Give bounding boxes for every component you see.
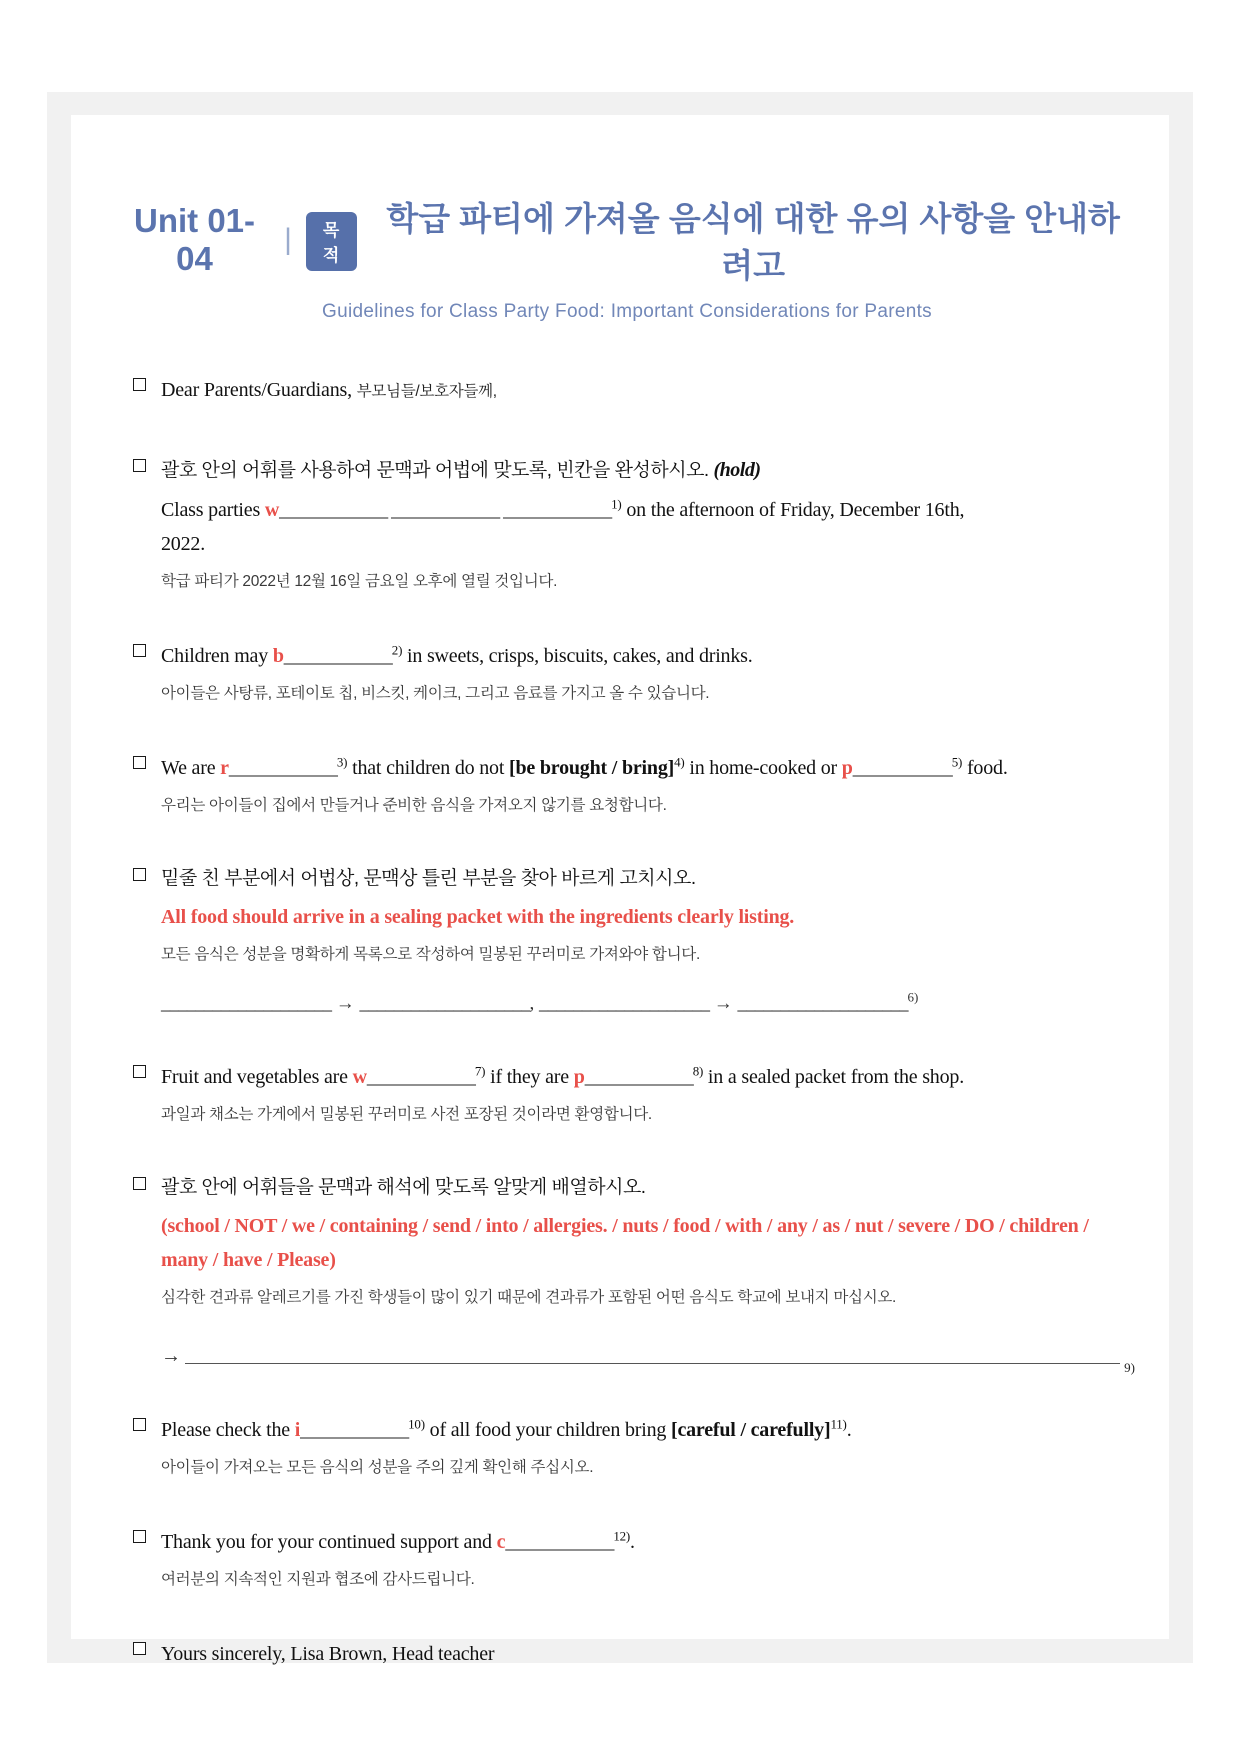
q8-text: Thank you for your continued support and <box>161 1531 497 1553</box>
q4-answer-blank-4: ____________________ <box>737 993 908 1014</box>
checkbox-cell <box>133 454 161 594</box>
q7-choice: [careful / carefully] <box>670 1419 831 1441</box>
q3-text-post: food. <box>962 757 1008 779</box>
purpose-badge: 목적 <box>306 212 357 271</box>
q2-text-post: in sweets, crisps, biscuits, cakes, and drinks. <box>402 645 753 667</box>
q7-blank: ____________ <box>300 1419 409 1441</box>
q5-text-post: in a sealed packet from the shop. <box>703 1066 965 1088</box>
q7-text-mid: of all food your children bring <box>424 1419 671 1441</box>
q2-korean: 아이들은 사탕류, 포테이토 칩, 비스킷, 케이크, 그리고 음료를 가지고 올 수 있습니다. <box>161 685 710 702</box>
q8-red-letter: c <box>496 1531 506 1553</box>
checkbox-icon <box>133 868 146 881</box>
q3-footnote-1: 3) <box>336 754 348 770</box>
q4-answer-line <box>161 989 1135 1015</box>
q2-text: Children may <box>161 645 273 667</box>
q1-blanks: ____________ ____________ ____________ <box>279 499 612 521</box>
checkbox-cell <box>133 1525 161 1592</box>
checkbox-icon <box>133 1642 146 1655</box>
q5-footnote-2: 8) <box>692 1063 704 1079</box>
q7-korean: 아이들이 가져오는 모든 음식의 성분을 주의 깊게 확인해 주십시오. <box>161 1459 594 1476</box>
q8-korean: 여러분의 지속적인 지원과 협조에 감사드립니다. <box>161 1571 475 1588</box>
checkbox-icon <box>133 756 146 769</box>
checkbox-icon <box>133 378 146 391</box>
q4-target-sentence: All food should arrive in a sealing packet with the ingredients clearly listing. <box>161 906 795 928</box>
greeting-korean: 부모님들/보호자들께, <box>356 383 497 400</box>
checkbox-cell <box>133 639 161 706</box>
q1-text: Class parties <box>161 499 265 521</box>
q3-footnote-2: 4) <box>674 754 685 770</box>
checkbox-icon <box>133 1530 146 1543</box>
list-item-q2 <box>133 639 1135 706</box>
q6-instruction: 괄호 안에 어휘들을 문맥과 해석에 맞도록 알맞게 배열하시오. <box>161 1177 646 1198</box>
list-item-q1 <box>133 454 1135 594</box>
checkbox-icon <box>133 1418 146 1431</box>
q2-red-letter: b <box>272 645 284 667</box>
list-item-q3 <box>133 751 1135 818</box>
q1-korean: 학급 파티가 2022년 12월 16일 금요일 오후에 열릴 것입니다. <box>161 573 558 590</box>
q1-hint: (hold) <box>713 459 761 481</box>
checkbox-icon <box>133 459 146 472</box>
arrow-right-icon: → <box>161 1345 181 1367</box>
q5-footnote-1: 7) <box>474 1063 486 1079</box>
q5-text: Fruit and vegetables are <box>161 1066 353 1088</box>
document-header <box>119 193 1135 323</box>
q3-red-letter-2: p <box>841 757 853 779</box>
q1-text-post: on the afternoon of Friday, December 16th, <box>621 499 965 521</box>
q5-korean: 과일과 채소는 가게에서 밀봉된 꾸러미로 사전 포장된 것이라면 환영합니다. <box>161 1106 652 1123</box>
q5-red-letter-2: p <box>573 1066 585 1088</box>
q4-answer-blank-1: ____________________ <box>161 993 331 1014</box>
q5-blank-1: ____________ <box>366 1066 475 1088</box>
q7-text: Please check the <box>161 1419 295 1441</box>
q6-answer-line: → 9) <box>161 1340 1135 1368</box>
q3-red-letter-1: r <box>220 757 229 779</box>
page-shadow-frame <box>47 92 1193 1663</box>
item-list <box>133 373 1135 1671</box>
q3-footnote-3: 5) <box>951 754 963 770</box>
list-item-q8 <box>133 1525 1135 1592</box>
q5-blank-2: ____________ <box>584 1066 693 1088</box>
q1-year-line: 2022. <box>161 533 206 555</box>
q4-instruction: 밑줄 친 부분에서 어법상, 문맥상 틀린 부분을 찾아 바르게 고치시오. <box>161 868 696 889</box>
list-item-closing <box>133 1637 1135 1671</box>
q1-footnote-1: 1) <box>611 496 622 512</box>
unit-title-line <box>119 193 1135 287</box>
q7-footnote-1: 10) <box>408 1416 425 1432</box>
closing-text: Yours sincerely, Lisa Brown, Head teacher <box>161 1643 495 1665</box>
q6-korean: 심각한 견과류 알레르기를 가진 학생들이 많이 있기 때문에 견과류가 포함된 어떤 음식도 학교에 보내지 마십시오. <box>161 1289 897 1306</box>
checkbox-cell <box>133 1637 161 1671</box>
list-item-q5 <box>133 1060 1135 1127</box>
greeting-text: Dear Parents/Guardians, <box>161 379 352 401</box>
document-page <box>71 115 1169 1665</box>
checkbox-cell <box>133 1060 161 1127</box>
arrow-right-icon: → <box>335 993 355 1014</box>
title-korean: 학급 파티에 가져올 음식에 대한 유의 사항을 안내하려고 <box>386 200 1120 284</box>
q4-answer-comma: , <box>529 993 535 1014</box>
title-divider: | <box>284 223 292 256</box>
q8-text-post: . <box>630 1531 635 1553</box>
q8-footnote: 12) <box>613 1528 631 1544</box>
q3-choice: [be brought / bring] <box>508 757 675 779</box>
q6-word-bank: (school / NOT / we / containing / send / into / allergies. / nuts / food / with / any / as / nut / severe / DO / children / many / have / Please) <box>161 1215 1089 1271</box>
q4-answer-blank-3: ____________________ <box>539 993 709 1014</box>
checkbox-icon <box>133 1065 146 1078</box>
list-item-q7 <box>133 1413 1135 1480</box>
q7-red-letter: i <box>294 1419 301 1441</box>
list-item-greeting <box>133 373 1135 409</box>
checkbox-cell <box>133 373 161 409</box>
arrow-right-icon: → <box>713 993 733 1014</box>
checkbox-cell <box>133 863 161 1015</box>
q5-red-letter-1: w <box>352 1066 367 1088</box>
checkbox-icon <box>133 644 146 657</box>
q5-text-mid: if they are <box>485 1066 574 1088</box>
checkbox-icon <box>133 1177 146 1190</box>
q7-text-post: . <box>846 1419 852 1441</box>
q2-footnote: 2) <box>391 642 403 658</box>
unit-label: Unit 01-04 <box>134 202 256 277</box>
q3-text: We are <box>161 757 221 779</box>
q8-blank: ____________ <box>505 1531 614 1553</box>
document-content <box>71 115 1169 1671</box>
q4-footnote: 6) <box>907 989 919 1005</box>
q1-red-letter: w <box>264 499 280 521</box>
list-item-q6 <box>133 1172 1135 1375</box>
list-item-q4 <box>133 863 1135 1015</box>
q4-answer-blank-2: ____________________ <box>359 993 530 1014</box>
checkbox-cell <box>133 1413 161 1480</box>
q3-blank-1: ____________ <box>228 757 337 779</box>
q3-korean: 우리는 아이들이 집에서 만들거나 준비한 음식을 가져오지 않기를 요청합니다. <box>161 797 667 814</box>
q3-blank-2: ___________ <box>852 757 952 779</box>
checkbox-cell <box>133 1172 161 1368</box>
q2-blank: ____________ <box>283 645 392 667</box>
document-subtitle: Guidelines for Class Party Food: Important Considerations for Parents <box>322 301 932 322</box>
q3-text-mid2: in home-cooked or <box>684 757 842 779</box>
q4-korean: 모든 음식은 성분을 명확하게 목록으로 작성하여 밀봉된 꾸러미로 가져와야 합니다. <box>161 946 700 963</box>
q3-text-mid: that children do not <box>347 757 509 779</box>
q7-footnote-2: 11) <box>830 1416 847 1432</box>
checkbox-cell <box>133 751 161 818</box>
q1-instruction: 괄호 안의 어휘를 사용하여 문맥과 어법에 맞도록, 빈칸을 완성하시오. <box>161 460 709 481</box>
answer-blank-line <box>185 1340 1120 1364</box>
